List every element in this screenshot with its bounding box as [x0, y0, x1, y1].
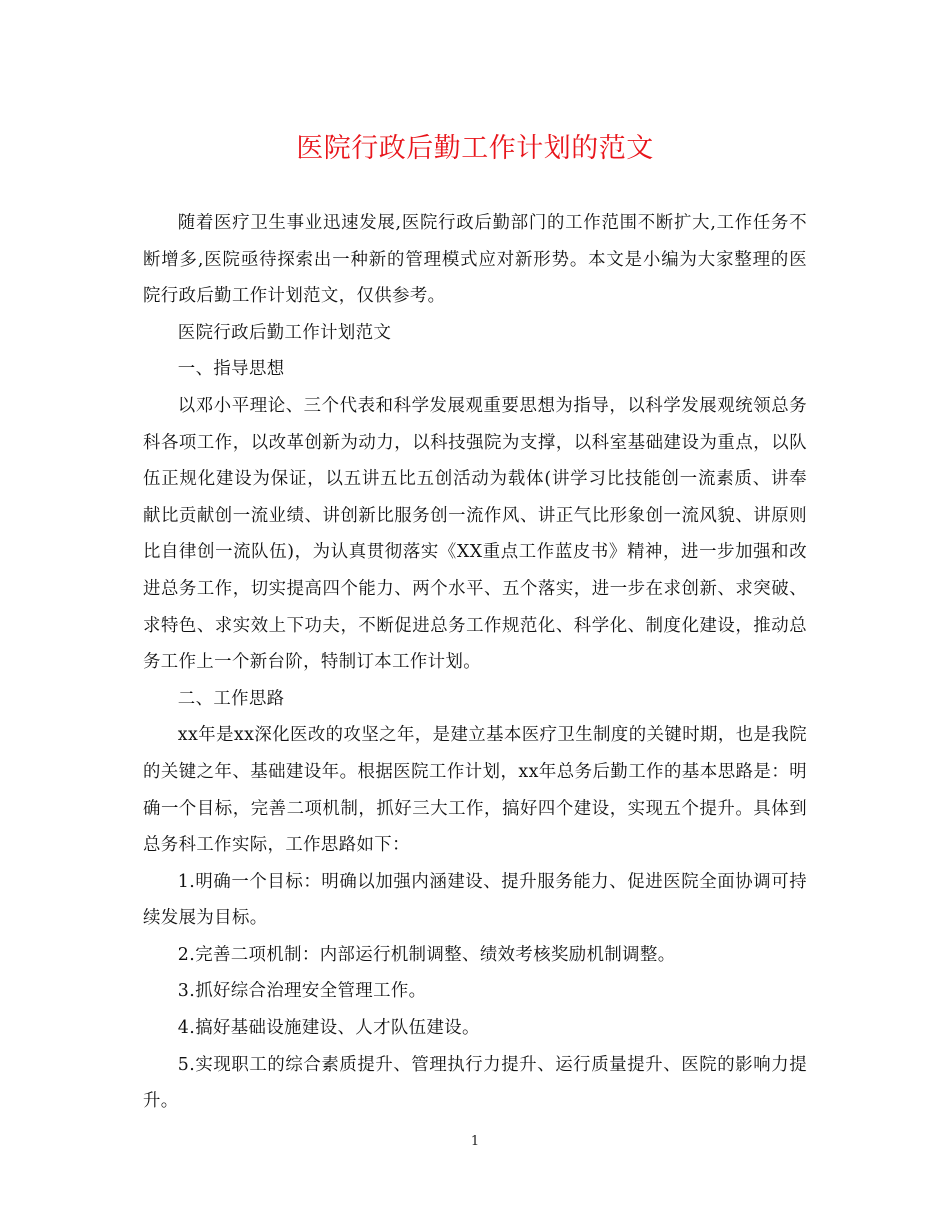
- document-title: 医院行政后勤工作计划的范文: [296, 133, 654, 164]
- paragraph-intro: 随着医疗卫生事业迅速发展,医院行政后勤部门的工作范围不断扩大,工作任务不断增多,医院亟待探索出一种新的管理模式应对新形势。本文是小编为大家整理的医院行政后勤工作计划范文，仅供参考。: [143, 213, 807, 307]
- paragraph-work-approach: xx年是xx深化医改的攻坚之年，是建立基本医疗卫生制度的关键时期，也是我院的关键之年、基础建设年。根据医院工作计划，xx年总务后勤工作的基本思路是：明确一个目标，完善二项机制，抓好三大工作，搞好四个建设，实现五个提升。具体到总务科工作实际，工作思路如下：: [143, 725, 807, 856]
- list-item-1: 1.明确一个目标：明确以加强内涵建设、提升服务能力、促进医院全面协调可持续发展为目标。: [143, 871, 807, 929]
- paragraph-subtitle: 医院行政后勤工作计划范文: [177, 322, 392, 343]
- document-body: [143, 205, 807, 1120]
- page-number: 1: [470, 1134, 480, 1149]
- list-item-3: 3.抓好综合治理安全管理工作。: [177, 981, 427, 1002]
- list-item-2: 2.完善二项机制：内部运行机制调整、绩效考核奖励机制调整。: [177, 944, 676, 965]
- section-heading-guiding-ideology: 一、指导思想: [177, 359, 285, 380]
- list-item-5: 5.实现职工的综合素质提升、管理执行力提升、运行质量提升、医院的影响力提升。: [143, 1054, 807, 1112]
- section-heading-work-approach: 二、工作思路: [177, 688, 285, 709]
- paragraph-guiding-ideology: 以邓小平理论、三个代表和科学发展观重要思想为指导，以科学发展观统领总务科各项工作，以改革创新为动力，以科技强院为支撑，以科室基础建设为重点，以队伍正规化建设为保证，以五讲五比五创活动为载体(讲学习比技能创一流素质、讲奉献比贡献创一流业绩、讲创新比服务创一流作风、讲正气比形象创一流风貌、讲原则比自律创一流队伍)，为认真贯彻落实《XX重点工作蓝皮书》精神，进一步加强和改进总务工作，切实提高四个能力、两个水平、五个落实，进一步在求创新、求突破、求特色、求实效上下功夫，不断促进总务工作规范化、科学化、制度化建设，推动总务工作上一个新台阶，特制订本工作计划。: [143, 395, 807, 673]
- list-item-4: 4.搞好基础设施建设、人才队伍建设。: [177, 1018, 480, 1039]
